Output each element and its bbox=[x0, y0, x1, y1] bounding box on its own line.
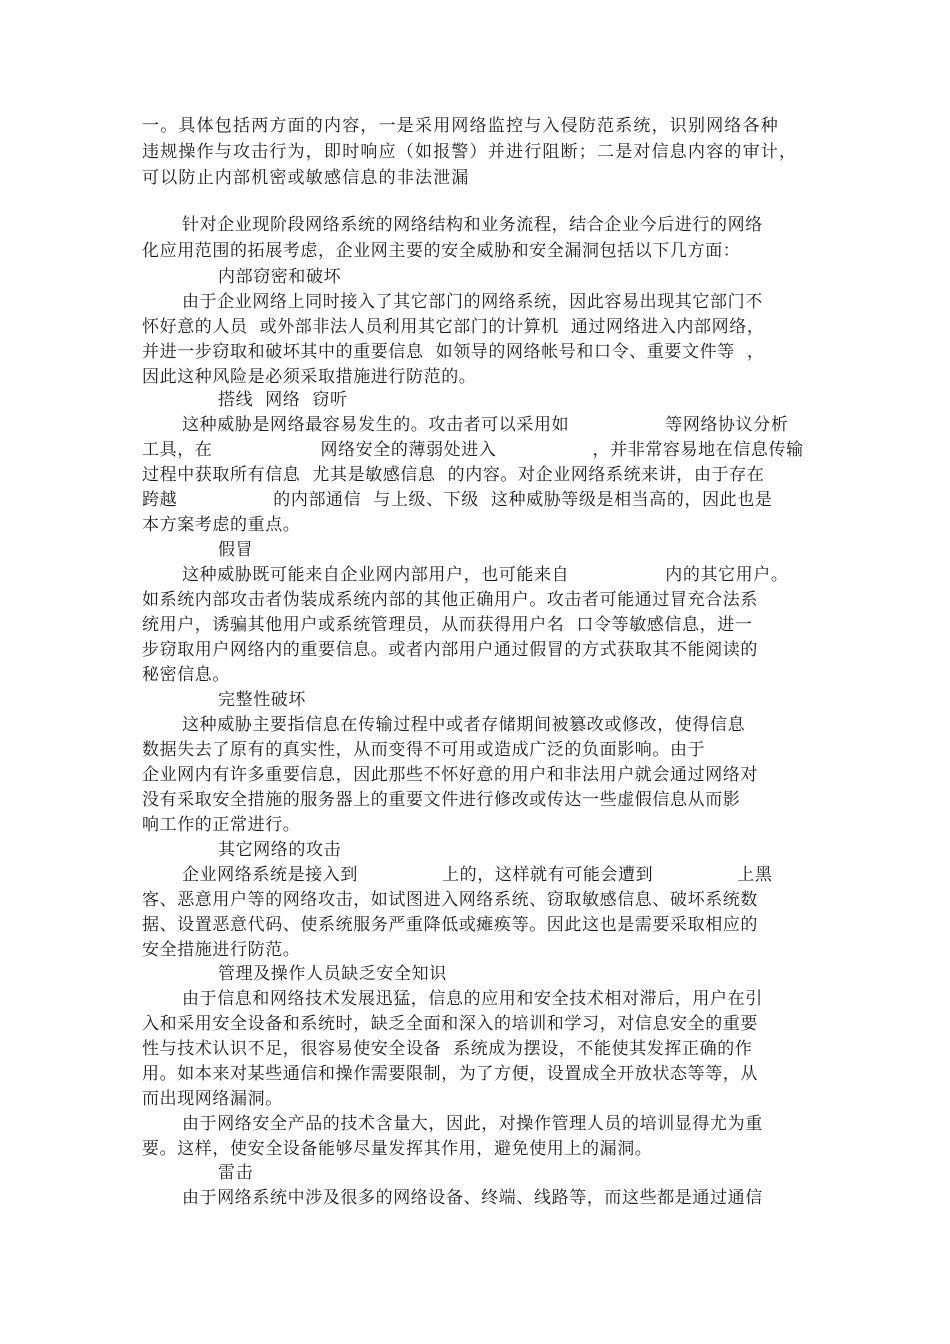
text-line: 跨越 的内部通信 与上级、下级 这种威胁等级是相当高的，因此也是 bbox=[142, 490, 773, 510]
section-heading: 假冒 bbox=[218, 540, 254, 560]
text-line: 没有采取安全措施的服务器上的重要文件进行修改或传达一些虚假信息从而影 bbox=[142, 790, 741, 810]
section-heading: 雷击 bbox=[218, 1163, 254, 1183]
text-line: 违规操作与攻击行为，即时响应（如报警）并进行阻断；二是对信息内容的审计， bbox=[142, 142, 798, 162]
intro-paragraph bbox=[142, 113, 797, 191]
text-line: 这种威胁是网络最容易发生的。攻击者可以采用如 等网络协议分析 bbox=[182, 415, 789, 435]
text-line: 如系统内部攻击者伪装成系统内部的其他正确用户。攻击者可能通过冒充合法系 bbox=[142, 590, 758, 610]
text-line: 这种威胁既可能来自企业网内部用户，也可能来自 内的其它用户。 bbox=[182, 565, 789, 585]
text-line: 秘密信息。 bbox=[142, 665, 230, 685]
text-line: 响工作的正常进行。 bbox=[142, 815, 301, 835]
text-line: 化应用范围的拓展考虑，企业网主要的安全威胁和安全漏洞包括以下几方面： bbox=[142, 241, 741, 261]
text-line: 入和采用安全设备和系统时，缺乏全面和深入的培训和学习，对信息安全的重要 bbox=[142, 1014, 758, 1034]
text-line: 由于网络系统中涉及很多的网络设备、终端、线路等，而这些都是通过通信 bbox=[182, 1188, 763, 1208]
text-line: 步窃取用户网络内的重要信息。或者内部用户通过假冒的方式获取其不能阅读的 bbox=[142, 640, 758, 660]
text-line: 这种威胁主要指信息在传输过程中或者存储期间被篡改或修改，使得信息 bbox=[182, 715, 746, 735]
section-heading: 内部窃密和破坏 bbox=[218, 267, 342, 287]
section-heading: 管理及操作人员缺乏安全知识 bbox=[218, 964, 447, 984]
text-line: 过程中获取所有信息 尤其是敏感信息 的内容。对企业网络系统来讲，由于存在 bbox=[142, 465, 765, 485]
text-line: 由于信息和网络技术发展迅猛，信息的应用和安全技术相对滞后，用户在引 bbox=[182, 989, 763, 1009]
text-line: 并进一步窃取和破坏其中的重要信息 如领导的网络帐号和口令、重要文件等 ， bbox=[142, 342, 765, 362]
text-line: 怀好意的人员 或外部非法人员利用其它部门的计算机 通过网络进入内部网络， bbox=[142, 317, 765, 337]
text-line: 统用户，诱骗其他用户或系统管理员，从而获得用户名 口令等敏感信息，进一 bbox=[142, 615, 753, 635]
text-line: 本方案考虑的重点。 bbox=[142, 515, 301, 535]
text-line: 而出现网络漏洞。 bbox=[142, 1089, 283, 1109]
text-line: 数据失去了原有的真实性，从而变得不可用或造成广泛的负面影响。由于 bbox=[142, 740, 706, 760]
text-line: 由于网络安全产品的技术含量大，因此，对操作管理人员的培训显得尤为重 bbox=[182, 1114, 763, 1134]
text-line: 企业网内有许多重要信息，因此那些不怀好意的用户和非法用户就会通过网络对 bbox=[142, 765, 758, 785]
section-heading: 其它网络的攻击 bbox=[218, 840, 342, 860]
section-heading: 完整性破坏 bbox=[218, 690, 306, 710]
text-line: 一。具体包括两方面的内容，一是采用网络监控与入侵防范系统，识别网络各种 bbox=[142, 116, 779, 136]
text-line: 要。这样，使安全设备能够尽量发挥其作用，避免使用上的漏洞。 bbox=[142, 1139, 653, 1159]
section-heading: 搭线 网络 窃听 bbox=[218, 390, 348, 410]
text-line: 企业网络系统是接入到 上的，这样就有可能会遭到 上黑 bbox=[182, 865, 773, 885]
text-line: 因此这种风险是必须采取措施进行防范的。 bbox=[142, 367, 477, 387]
text-line: 据、设置恶意代码、使系统服务严重降低或瘫痪等。因此这也是需要采取相应的 bbox=[142, 915, 758, 935]
text-line: 用。如本来对某些通信和操作需要限制，为了方便，设置成全开放状态等等，从 bbox=[142, 1064, 758, 1084]
text-line: 性与技术认识不足，很容易使安全设备 系统成为摆设，不能使其发挥正确的作 bbox=[142, 1039, 753, 1059]
text-line: 工具，在 网络安全的薄弱处进入 ，并非常容易地在信息传输 bbox=[142, 440, 804, 460]
text-line: 针对企业现阶段网络系统的网络结构和业务流程，结合企业今后进行的网络 bbox=[182, 215, 763, 235]
text-line: 由于企业网络上同时接入了其它部门的网络系统，因此容易出现其它部门不 bbox=[182, 292, 763, 312]
text-line: 客、恶意用户等的网络攻击，如试图进入网络系统、窃取敏感信息、破坏系统数 bbox=[142, 890, 758, 910]
text-line: 安全措施进行防范。 bbox=[142, 940, 301, 960]
text-line: 可以防止内部机密或敏感信息的非法泄漏 bbox=[142, 168, 470, 188]
